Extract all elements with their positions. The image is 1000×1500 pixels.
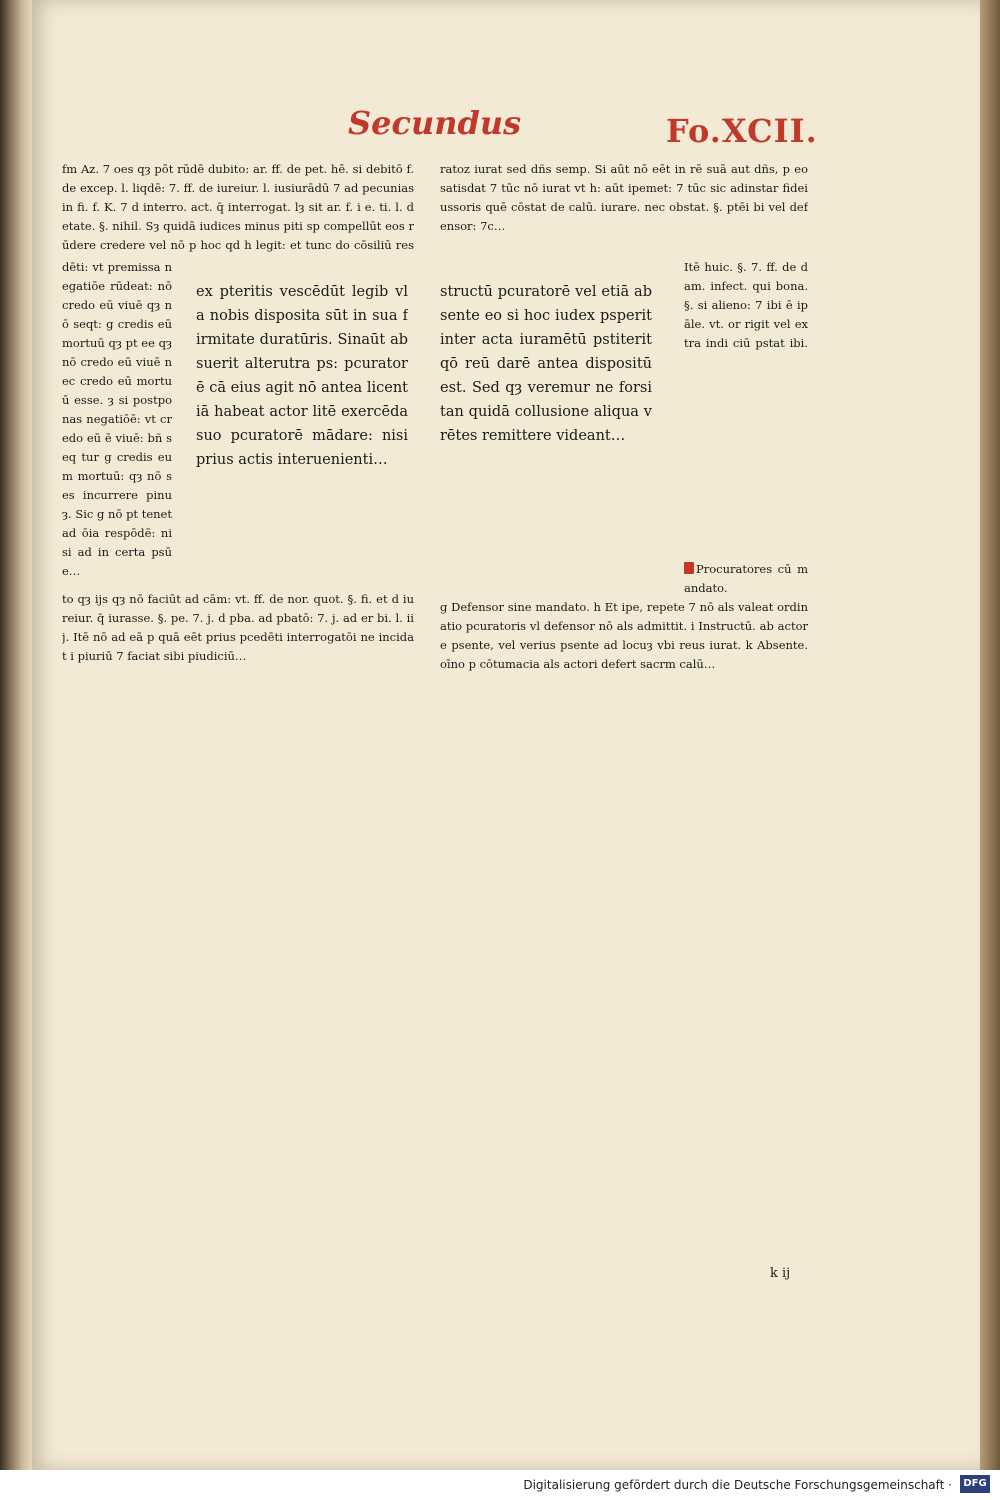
- right-narrow-gloss: Itē huic. §. 7. ff. de dam. infect. qui bona. §. si alieno: 7 ibi ē ipāle. vt. or rigit vel extra indi ciū pstat ibi.: [684, 260, 808, 350]
- left-lower-gloss: to qȝ ijs qȝ nō faciūt ad cām: vt. ff. de nor. quot. §. fi. et d iureiur. q̄ iurasse. §. pe. 7. j. d pba. ad pbatō: 7. j. ad er bi. l. iij. Itē nō ad eā p quā eēt prius pcedēti interrogatōi ne incidat i piuriū 7 faciat sibi piudiciū…: [62, 592, 414, 663]
- left-textus: ex pteritis vescēdūt legib vl a nobis disposita sūt in sua firmitate duratūris. Sinaūt absuerit alterutra ps: pcuratorē cā eius agit nō antea licentiā habeat actor litē exercēda suo pcuratorē mādare: nisi prius actis interuenienti…: [196, 284, 408, 468]
- page-fore-edge: [980, 0, 1000, 1470]
- right-top-gloss: ratoz iurat sed dñs semp. Si aūt nō eēt in rē suā aut dñs, p eo satisdat 7 tūc nō iurat vt h: aūt ipemet: 7 tūc sic adinstar fideiussoris quē cōstat de calū. iurare. nec obstat. §. ptēi bi vel defensor: 7c…: [440, 162, 808, 233]
- folio-number: Fo.XCII.: [666, 112, 818, 150]
- dfg-logo[interactable]: DFG: [960, 1475, 990, 1493]
- footer-bar: [0, 1470, 1000, 1500]
- running-title: Secundus: [348, 104, 522, 142]
- right-textus: structū pcuratorē vel etiā absente eo si hoc iudex psperit inter acta iuramētū pstiterit qō reū darē antea dispositū est. Sed qȝ veremur ne forsi tan quidā collusione aliqua vrētes remittere videant…: [440, 284, 652, 444]
- left-narrow-gloss: dēti: vt premissa negatiōe rūdeat: nō credo eū viuē qȝ nō seqt: g credis eū mortuū qȝ pt ee qȝ nō credo eū viuē nec credo eū mortuū esse. ȝ si postponas negatiōē: vt credo eū ē viuē: bñ seq tur g credis eum mortuū: qȝ nō ses incurrere pinuȝ. Sic g nō pt tenet ad ōia respōdē: nisi ad in certa psūe…: [62, 260, 172, 578]
- procurator-note: Procuratores cū mandato.: [684, 562, 808, 595]
- rubric-initial: [684, 562, 694, 574]
- book-spine-edge: [0, 0, 32, 1470]
- left-top-gloss: fm Az. 7 oes qȝ pōt rūdē dubito: ar. ff. de pet. hē. si debitō f. de excep. l. liqdē: 7. ff. de iureiur. l. iusiurādū 7 ad pecunias in fi. f. K. 7 d interro. act. q̄ interrogat. lȝ sit ar. f. i e. ti. l. d etate. §. nihil. Sȝ quidā iudices minus piti sp compellūt eos rūdere credere vel nō p hoc qd h legit: et tunc do cōsiliū res: [62, 162, 414, 252]
- right-glosses: g Defensor sine mandato. h Et ipe, repete 7 nō als valeat ordinatio pcuratoris vl defensor nō als admittit. i Instructū. ab actore psente, vel verius psente ad locuȝ vbi reus iurat. k Absente. oīno p cōtumacia als actori defert sacrm calū…: [440, 600, 808, 671]
- funding-credit: Digitalisierung gefördert durch die Deutsche Forschungsgemeinschaft ·: [523, 1478, 952, 1492]
- signature-mark: k ij: [770, 1266, 791, 1281]
